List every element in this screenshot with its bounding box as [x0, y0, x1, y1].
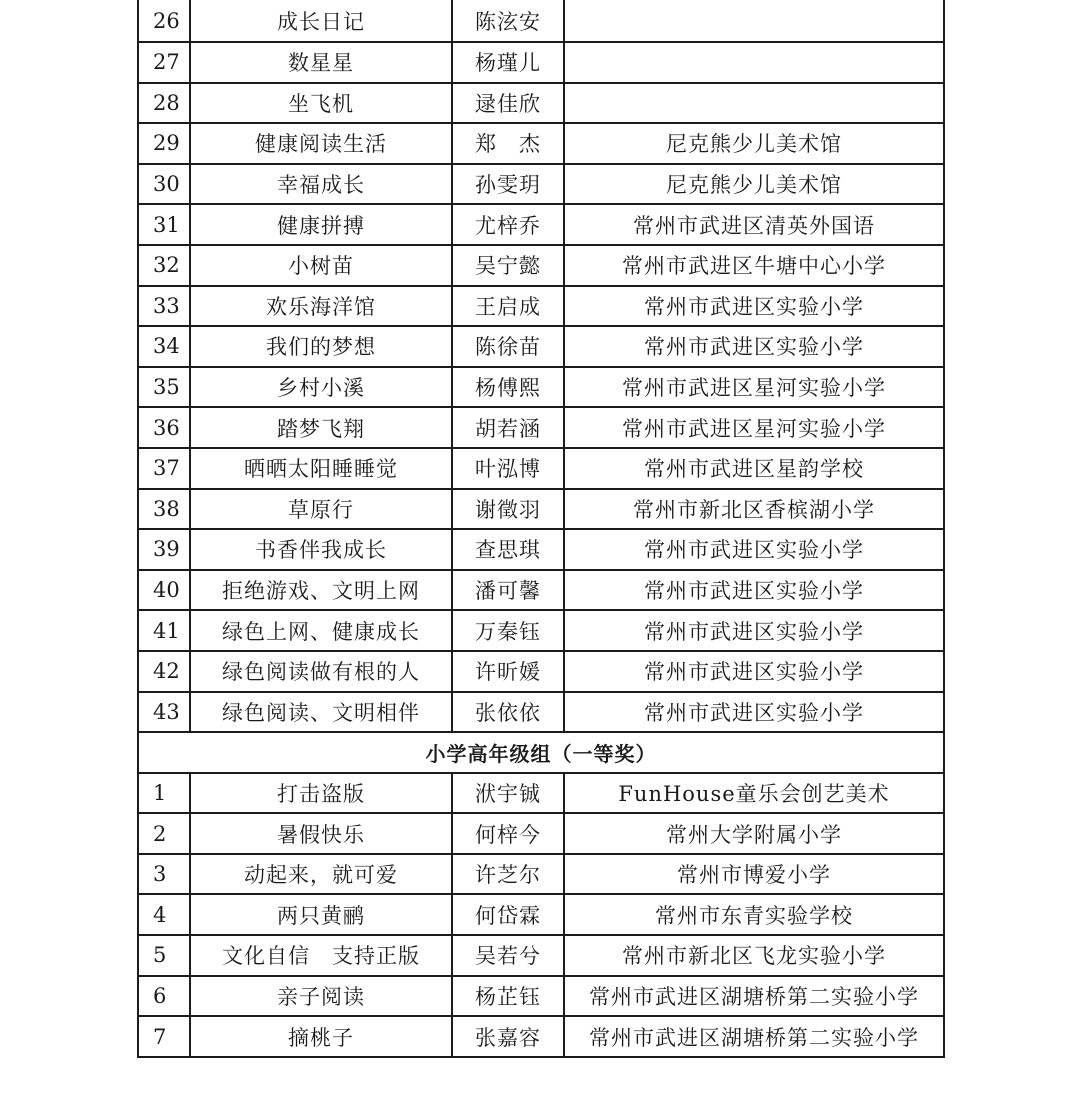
- artwork-title: 绿色上网、健康成长: [190, 610, 452, 651]
- author-name: 孙雯玥: [452, 164, 564, 205]
- table-row: [138, 164, 944, 205]
- artwork-title: 健康拼搏: [190, 204, 452, 245]
- table-row: [138, 123, 944, 164]
- table-row: [138, 935, 944, 976]
- author-name: 叶泓博: [452, 448, 564, 489]
- artwork-title: 拒绝游戏、文明上网: [190, 570, 452, 611]
- table-row: [138, 286, 944, 327]
- table-row: [138, 692, 944, 733]
- school-name: 常州市武进区实验小学: [564, 610, 944, 651]
- author-name: 潘可馨: [452, 570, 564, 611]
- artwork-title: 幸福成长: [190, 164, 452, 205]
- author-name: 张嘉容: [452, 1016, 564, 1057]
- entry-number: 39: [138, 529, 190, 570]
- section-header-row: [138, 732, 944, 773]
- entry-number: 27: [138, 42, 190, 83]
- artwork-title: 文化自信 支持正版: [190, 935, 452, 976]
- entry-number: 38: [138, 489, 190, 530]
- table-row: [138, 610, 944, 651]
- award-table: [137, 0, 945, 1058]
- author-name: 尤梓乔: [452, 204, 564, 245]
- entry-number: 43: [138, 692, 190, 733]
- artwork-title: 摘桃子: [190, 1016, 452, 1057]
- school-name: 常州市新北区飞龙实验小学: [564, 935, 944, 976]
- table-row: [138, 448, 944, 489]
- table-row: [138, 529, 944, 570]
- author-name: 陈泫安: [452, 0, 564, 42]
- table-row: [138, 245, 944, 286]
- artwork-title: 亲子阅读: [190, 976, 452, 1017]
- entry-number: 3: [138, 854, 190, 895]
- author-name: 吴宁懿: [452, 245, 564, 286]
- entry-number: 42: [138, 651, 190, 692]
- author-name: 郑 杰: [452, 123, 564, 164]
- author-name: 许昕媛: [452, 651, 564, 692]
- school-name: 常州大学附属小学: [564, 813, 944, 854]
- school-name: 尼克熊少儿美术馆: [564, 123, 944, 164]
- school-name: [564, 83, 944, 124]
- table-row: [138, 42, 944, 83]
- entry-number: 6: [138, 976, 190, 1017]
- table-row: [138, 83, 944, 124]
- section-title: 小学高年级组（一等奖）: [138, 732, 944, 773]
- entry-number: 5: [138, 935, 190, 976]
- author-name: 张依依: [452, 692, 564, 733]
- table-row: [138, 1016, 944, 1057]
- school-name: 常州市武进区实验小学: [564, 651, 944, 692]
- author-name: 许芝尔: [452, 854, 564, 895]
- school-name: 常州市武进区湖塘桥第二实验小学: [564, 976, 944, 1017]
- entry-number: 28: [138, 83, 190, 124]
- table-row: [138, 570, 944, 611]
- table-row: [138, 976, 944, 1017]
- school-name: 常州市武进区清英外国语: [564, 204, 944, 245]
- author-name: 王启成: [452, 286, 564, 327]
- table-row: [138, 813, 944, 854]
- artwork-title: 小树苗: [190, 245, 452, 286]
- artwork-title: 数星星: [190, 42, 452, 83]
- author-name: 查思琪: [452, 529, 564, 570]
- entry-number: 2: [138, 813, 190, 854]
- artwork-title: 两只黄鹂: [190, 894, 452, 935]
- artwork-title: 坐飞机: [190, 83, 452, 124]
- artwork-title: 动起来，就可爱: [190, 854, 452, 895]
- table-row: [138, 326, 944, 367]
- award-table-body: [138, 0, 944, 1057]
- artwork-title: 草原行: [190, 489, 452, 530]
- table-row: [138, 651, 944, 692]
- artwork-title: 暑假快乐: [190, 813, 452, 854]
- author-name: 胡若涵: [452, 407, 564, 448]
- table-row: [138, 367, 944, 408]
- school-name: 常州市武进区星河实验小学: [564, 407, 944, 448]
- table-row: [138, 0, 944, 42]
- entry-number: 33: [138, 286, 190, 327]
- artwork-title: 健康阅读生活: [190, 123, 452, 164]
- table-row: [138, 854, 944, 895]
- author-name: 万秦钰: [452, 610, 564, 651]
- author-name: 何梓今: [452, 813, 564, 854]
- artwork-title: 成长日记: [190, 0, 452, 42]
- entry-number: 36: [138, 407, 190, 448]
- entry-number: 30: [138, 164, 190, 205]
- author-name: 洑宇铖: [452, 773, 564, 814]
- author-name: 谢徵羽: [452, 489, 564, 530]
- school-name: 常州市武进区实验小学: [564, 286, 944, 327]
- entry-number: 26: [138, 0, 190, 42]
- artwork-title: 踏梦飞翔: [190, 407, 452, 448]
- school-name: [564, 42, 944, 83]
- entry-number: 41: [138, 610, 190, 651]
- artwork-title: 绿色阅读、文明相伴: [190, 692, 452, 733]
- school-name: 常州市东青实验学校: [564, 894, 944, 935]
- entry-number: 1: [138, 773, 190, 814]
- author-name: 杨瑾儿: [452, 42, 564, 83]
- school-name: 常州市武进区牛塘中心小学: [564, 245, 944, 286]
- table-row: [138, 489, 944, 530]
- artwork-title: 欢乐海洋馆: [190, 286, 452, 327]
- school-name: 尼克熊少儿美术馆: [564, 164, 944, 205]
- author-name: 陈徐苗: [452, 326, 564, 367]
- artwork-title: 乡村小溪: [190, 367, 452, 408]
- school-name: 常州市新北区香槟湖小学: [564, 489, 944, 530]
- school-name: 常州市武进区实验小学: [564, 529, 944, 570]
- author-name: 逯佳欣: [452, 83, 564, 124]
- award-list-sheet: [137, 0, 943, 1058]
- entry-number: 31: [138, 204, 190, 245]
- artwork-title: 打击盗版: [190, 773, 452, 814]
- entry-number: 7: [138, 1016, 190, 1057]
- school-name: 常州市武进区实验小学: [564, 326, 944, 367]
- entry-number: 32: [138, 245, 190, 286]
- school-name: 常州市武进区星韵学校: [564, 448, 944, 489]
- school-name: FunHouse童乐会创艺美术: [564, 773, 944, 814]
- entry-number: 37: [138, 448, 190, 489]
- artwork-title: 晒晒太阳睡睡觉: [190, 448, 452, 489]
- school-name: 常州市博爱小学: [564, 854, 944, 895]
- table-row: [138, 204, 944, 245]
- table-row: [138, 894, 944, 935]
- entry-number: 40: [138, 570, 190, 611]
- school-name: 常州市武进区实验小学: [564, 692, 944, 733]
- entry-number: 29: [138, 123, 190, 164]
- artwork-title: 绿色阅读做有根的人: [190, 651, 452, 692]
- artwork-title: 我们的梦想: [190, 326, 452, 367]
- artwork-title: 书香伴我成长: [190, 529, 452, 570]
- entry-number: 4: [138, 894, 190, 935]
- school-name: 常州市武进区实验小学: [564, 570, 944, 611]
- author-name: 杨傅熙: [452, 367, 564, 408]
- school-name: [564, 0, 944, 42]
- author-name: 吴若兮: [452, 935, 564, 976]
- school-name: 常州市武进区湖塘桥第二实验小学: [564, 1016, 944, 1057]
- school-name: 常州市武进区星河实验小学: [564, 367, 944, 408]
- author-name: 杨芷钰: [452, 976, 564, 1017]
- entry-number: 35: [138, 367, 190, 408]
- entry-number: 34: [138, 326, 190, 367]
- author-name: 何岱霖: [452, 894, 564, 935]
- table-row: [138, 407, 944, 448]
- table-row: [138, 773, 944, 814]
